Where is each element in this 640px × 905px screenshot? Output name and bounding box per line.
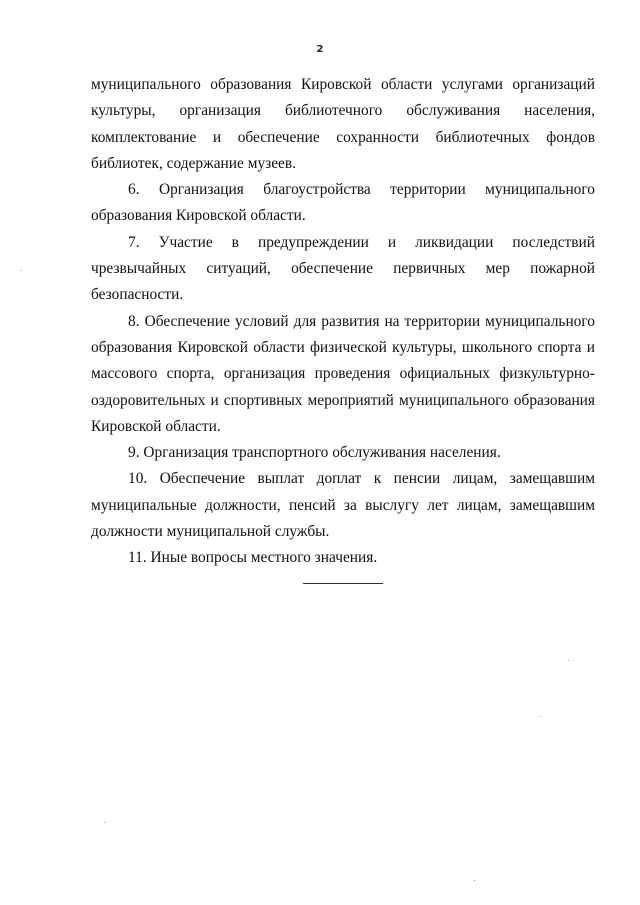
scan-speck (332, 488, 333, 489)
paragraph-item-8: 8. Обеспечение условий для развития на территории муниципального образования Кировской области физической культуры, школьного спорта и массового спорта, организация проведения официальных физкультурно-оздоровительных и спортивных мероприятий муниципального образования Кировской области. (91, 312, 595, 435)
document-body (91, 72, 595, 572)
paragraph-item-11: 11. Иные вопросы местного значения. (128, 549, 378, 567)
paragraph-item-7: 7. Участие в предупреждении и ликвидации последствий чрезвычайных ситуаций, обеспечение первичных мер пожарной безопасности. (91, 233, 595, 304)
scan-speck (568, 660, 569, 661)
end-of-text-rule (303, 583, 383, 584)
scan-speck (20, 270, 21, 271)
scan-speck (474, 880, 475, 881)
paragraph-item-9: 9. Организация транспортного обслуживания населения. (128, 444, 501, 462)
paragraph-item-10: 10. Обеспечение выплат доплат к пенсии лицам, замещавшим муниципальные должности, пенсий за выслугу лет лицам, замещавшим должности муниципальной службы. (91, 470, 595, 541)
paragraph-item-6: 6. Организация благоустройства территории муниципального образования Кировской области. (91, 181, 595, 225)
paragraph-continuation: муниципального образования Кировской области услугами организаций культуры, организация библиотечного обслуживания населения, комплектование и обеспечение сохранности библиотечных фондов библиотек, содержание музеев. (91, 76, 595, 172)
page-number: 2 (316, 44, 324, 55)
scan-speck (104, 822, 105, 823)
scan-speck (540, 716, 541, 717)
